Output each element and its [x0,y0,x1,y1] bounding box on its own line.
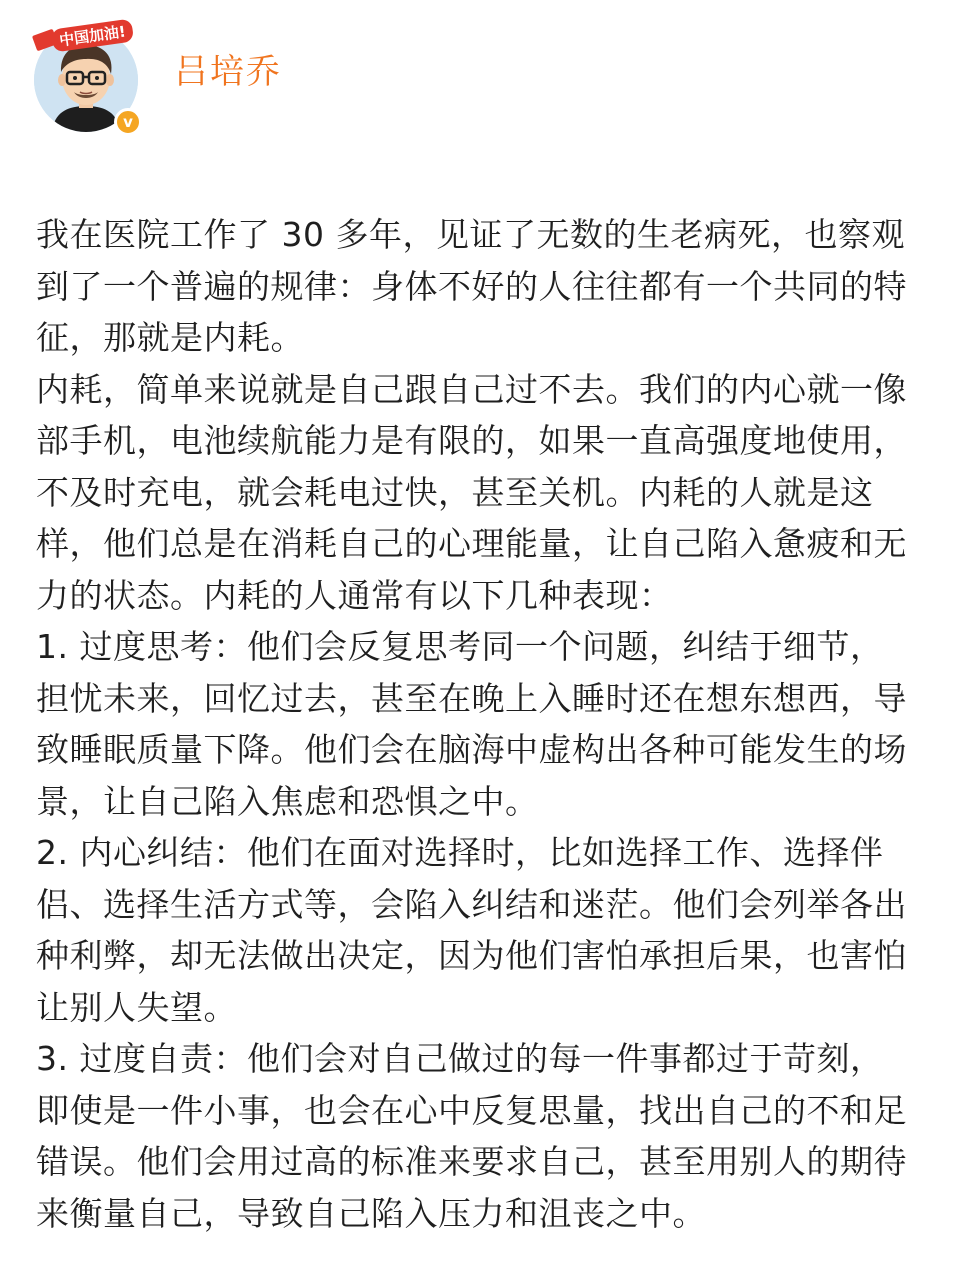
post-body [36,209,916,1239]
post-paragraph: 2. 内心纠结：他们在面对选择时，比如选择工作、选择伴侣、选择生活方式等，会陷入纠结和迷茫。他们会列举各出种利弊，却无法做出决定，因为他们害怕承担后果，也害怕让别人失望。 [36,833,907,1027]
author-name[interactable]: 吕培乔 [174,52,282,92]
verified-mark: v [123,112,133,131]
avatar-badge-text: 中国加油! [51,18,134,52]
post-header [34,18,282,136]
truncated-text-line [36,1246,916,1263]
avatar-badge [34,18,144,58]
post-paragraph: 内耗，简单来说就是自己跟自己过不去。我们的内心就一像部手机，电池续航能力是有限的，如果一直高强度地使用，不及时充电，就会耗电过快，甚至关机。内耗的人就是这样，他们总是在消耗自己的心理能量，让自己陷入惫疲和无力的状态。内耗的人通常有以下几种表现： [36,369,907,615]
post-paragraph: 1. 过度思考：他们会反复思考同一个问题，纠结于细节，担忧未来，回忆过去，甚至在晚上入睡时还在想东想西，导致睡眠质量下降。他们会在脑海中虚构出各种可能发生的场景，让自己陷入焦虑和恐惧之中。 [36,627,907,821]
verified-v-icon [114,108,142,136]
post-paragraph: 3. 过度自责：他们会对自己做过的每一件事都过于苛刻，即使是一件小事，也会在心中反复思量，找出自己的不和足错误。他们会用过高的标准来要求自己，甚至用别人的期待来衡量自己，导致自己陷入压力和沮丧之中。 [36,1039,907,1233]
truncated-text-fragment [36,1254,916,1263]
post-paragraph: 我在医院工作了 30 多年，见证了无数的生老病死，也察观到了一个普遍的规律：身体不好的人往往都有一个共同的特征，那就是内耗。 [36,215,907,357]
author-avatar[interactable] [34,18,142,136]
